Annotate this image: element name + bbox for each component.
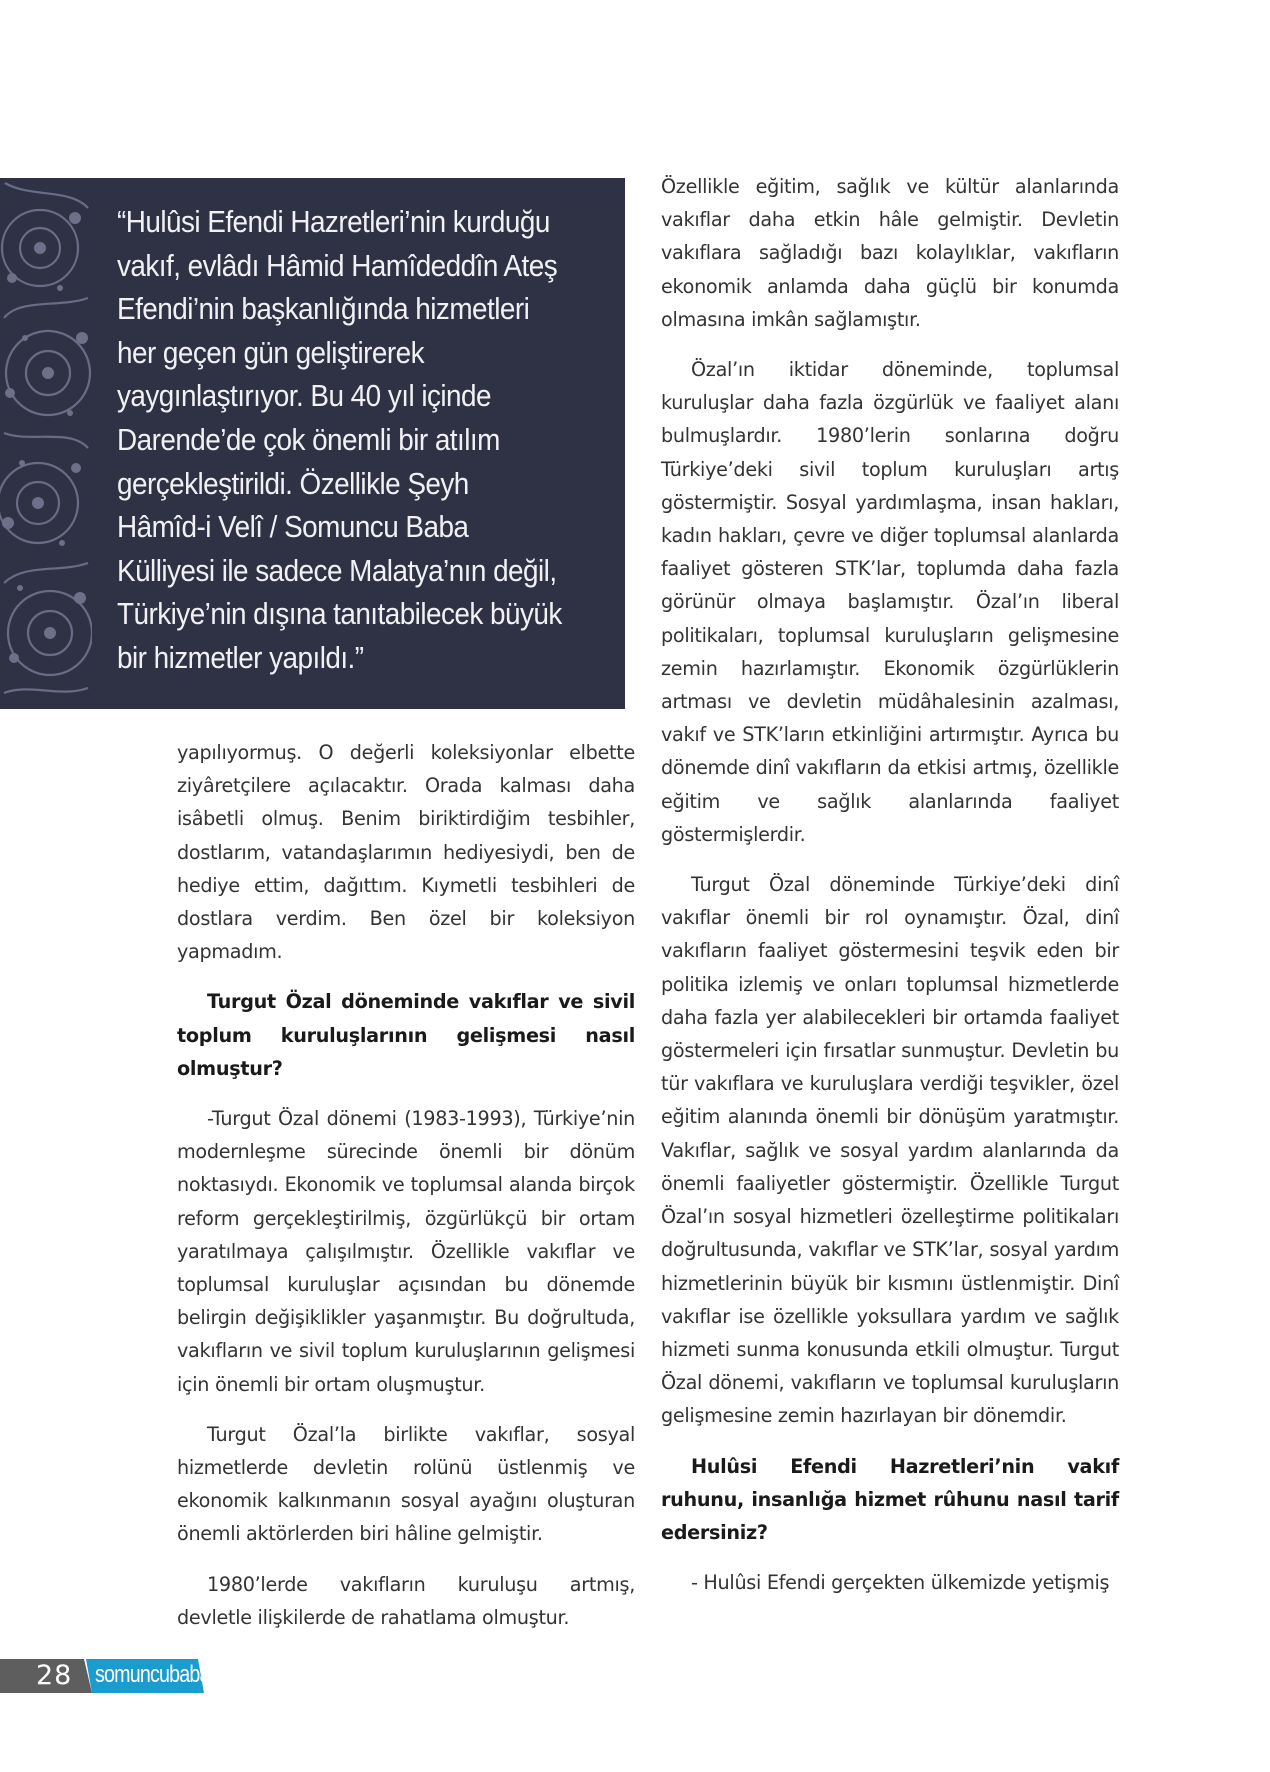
- magazine-name: somuncubaba: [95, 1661, 210, 1688]
- paragraph: Özal’ın iktidar döneminde, toplumsal kuruluşlar daha fazla özgürlük ve faaliyet alanı bulmuşlardır. 1980’lerin sonlarına doğru Türkiye’deki sivil toplum kuruluşları artış göstermiştir. Sosyal yardımlaşma, insan hakları, kadın hakları, çevre ve diğer toplumsal alanlarda faaliyet gösteren STK’lar, toplumda daha fazla görünür olmaya başlamıştır. Özal’ın liberal politikaları, toplumsal kuruluşların gelişmesine zemin hazırlamıştır. Ekonomik özgürlüklerin artması ve devletin müdâhalesinin azalması, vakıf ve STK’ların etkinliğini artırmıştır. Ayrıca bu dönemde dinî vakıfların da etkisi artmış, özellikle eğitim ve sağlık alanlarında faaliyet göstermişlerdir.: [661, 358, 1119, 846]
- page-footer: [0, 1659, 210, 1693]
- quote-line: yaygınlaştırıyor. Bu 40 yıl içinde: [117, 378, 491, 414]
- quote-line: Darende’de çok önemli bir atılım: [117, 421, 500, 457]
- right-text-column: [661, 170, 1119, 1616]
- quote-line: vakıf, evlâdı Hâmid Hamîdeddîn Ateş: [117, 247, 558, 283]
- left-text-column: [177, 736, 635, 1651]
- interview-answer: - Hulûsi Efendi gerçekten ülkemizde yetişmiş: [691, 1571, 1110, 1595]
- pull-quote-text: [117, 200, 617, 680]
- quote-line: Külliyesi ile sadece Malatya’nın değil,: [117, 552, 557, 588]
- interview-question: Turgut Özal döneminde vakıflar ve sivil toplum kuruluşlarının gelişmesi nasıl olmuştur?: [177, 990, 635, 1080]
- quote-line: Türkiye’nin dışına tanıtabilecek büyük: [117, 596, 562, 632]
- pull-quote-panel: [0, 178, 625, 709]
- quote-line: bir hizmetler yapıldı.”: [117, 639, 364, 675]
- page-number: 28: [36, 1660, 73, 1691]
- quote-line: Hâmîd-i Velî / Somuncu Baba: [117, 509, 469, 545]
- paragraph-continuation: yapılıyormuş. O değerli koleksiyonlar elbette ziyâretçilere açılacaktır. Orada kalması daha isâbetli olmuş. Benim biriktirdiğim tesbihler, dostlarım, vatandaşlarımın hediyesiydi, ben de hediye ettim, dağıttım. Kıymetli tesbihleri de dostlara verdim. Ben özel bir koleksiyon yapmadım.: [177, 741, 635, 964]
- floral-ornament-border: [0, 178, 92, 709]
- paragraph: Turgut Özal’la birlikte vakıflar, sosyal hizmetlerde devletin rolünü üstlenmiş ve ekonomik kalkınmanın sosyal ayağını oluşturan önemli aktörlerden biri hâline gelmiştir.: [177, 1422, 635, 1546]
- interview-answer: -Turgut Özal dönemi (1983-1993), Türkiye’nin modernleşme sürecinde önemli bir dönüm noktasıydı. Ekonomik ve toplumsal alanda birçok reform gerçekleştirilmiş, özgürlükçü bir ortam yaratılmaya çalışılmıştır. Özellikle vakıflar ve toplumsal kuruluşlar açısından bu dönemde belirgin değişiklikler yaşanmıştır. Bu doğrultuda, vakıfların ve sivil toplum kuruluşlarının gelişmesi için önemli bir ortam oluşmuştur.: [177, 1107, 635, 1396]
- quote-line: “Hulûsi Efendi Hazretleri’nin kurduğu: [117, 204, 550, 239]
- quote-line: Efendi’nin başkanlığında hizmetleri: [117, 291, 530, 327]
- quote-line: her geçen gün geliştirerek: [117, 334, 425, 370]
- interview-question: Hulûsi Efendi Hazretleri’nin vakıf ruhunu, insanlığa hizmet rûhunu nasıl tarif edersiniz?: [661, 1454, 1119, 1544]
- floral-pattern-icon: [0, 178, 92, 709]
- paragraph: 1980’lerde vakıfların kuruluşu artmış, devletle ilişkilerde de rahatlama olmuştur.: [177, 1572, 635, 1629]
- paragraph-continuation: Özellikle eğitim, sağlık ve kültür alanlarında vakıflar daha etkin hâle gelmiştir. Devletin vakıflara sağladığı bazı kolaylıklar, vakıfların ekonomik anlamda daha güçlü bir konumda olmasına imkân sağlamıştır.: [661, 175, 1119, 331]
- paragraph: Turgut Özal döneminde Türkiye’deki dinî vakıflar önemli bir rol oynamıştır. Özal, dinî vakıfların faaliyet göstermesini teşvik eden bir politika izlemiş ve onları toplumsal hizmetlerde daha fazla yer alabilecekleri bir ortamda faaliyet göstermeleri için fırsatlar sunmuştur. Devletin bu tür vakıflara ve kuruluşlara verdiği teşvikler, özel eğitim alanında önemli bir dönüşüm yaratmıştır. Vakıflar, sağlık ve sosyal yardım alanlarında da önemli faaliyetler göstermiştir. Özellikle Turgut Özal’ın sosyal hizmetleri özelleştirme politikaları doğrultusunda, vakıflar ve STK’lar, sosyal yardım hizmetlerinin büyük bir kısmını üstlenmiştir. Dinî vakıflar ise özellikle yoksullara yardım ve sağlık hizmeti sunma konusunda etkili olmuştur. Turgut Özal dönemi, vakıfların ve toplumsal kuruluşların gelişmesine zemin hazırlayan bir dönemdir.: [661, 873, 1119, 1428]
- quote-line: gerçekleştirildi. Özellikle Şeyh: [117, 465, 469, 501]
